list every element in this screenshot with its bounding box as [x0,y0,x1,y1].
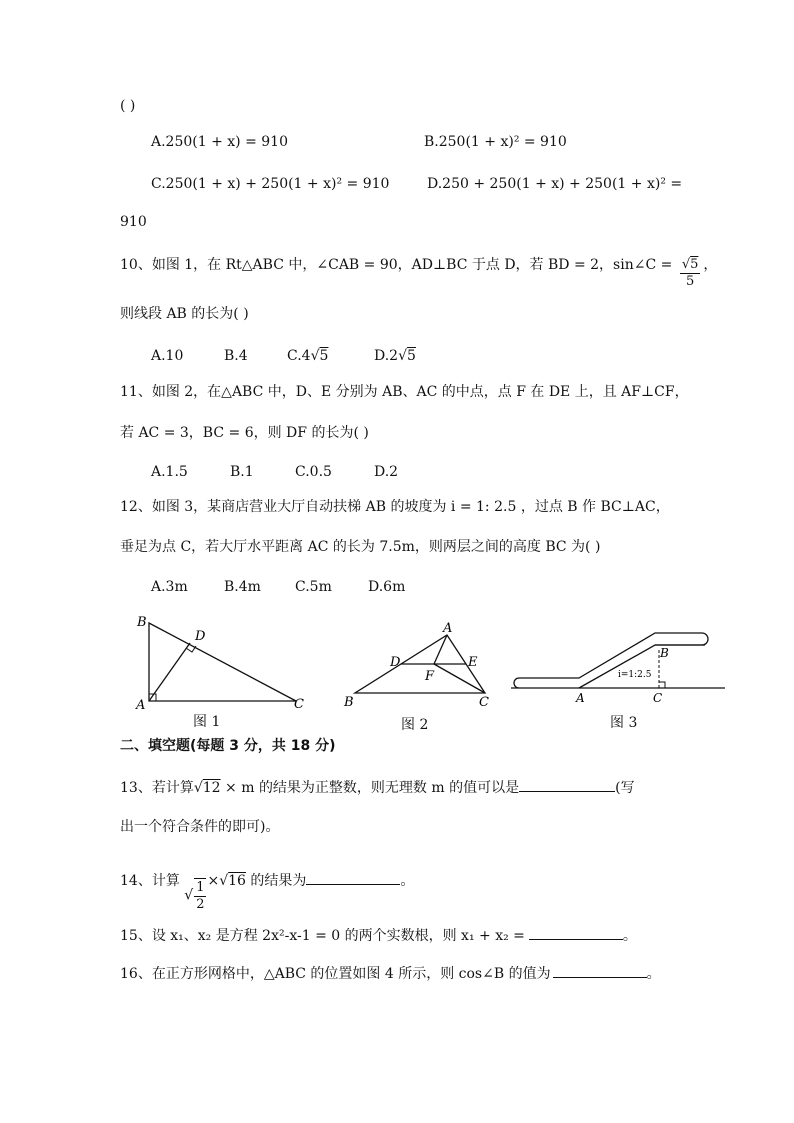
q11-option-c: C.0.5 [295,464,332,480]
q10-fraction-num: √5 [681,257,699,272]
q16-text: 16、在正方形网格中，△ABC 的位置如图 4 所示，则 cos∠B 的值为 [120,966,551,982]
q13-rad12: 12 [202,780,221,796]
q14-frac-num: 1 [196,879,205,895]
q11-option-a: A.1.5 [151,464,188,480]
fig3-right-angle-c [659,682,665,688]
q16-line [120,963,661,983]
fig1-label-d: D [195,629,206,644]
q11-option-b: B.1 [230,464,254,480]
q10-stem-end: ， [703,257,718,273]
q11-line2: 若 AC = 3，BC = 6，则 DF 的长为( ) [120,425,369,441]
fig2-label-b: B [344,695,354,710]
q10-fraction-den: 5 [685,274,695,289]
q12-option-b: B.4m [224,579,261,595]
q10-stem [120,256,717,290]
q14-sqrt-fraction: √ $\frac{1}{2}$ [184,879,205,912]
q12-option-d: D.6m [368,579,406,595]
q13-post: (写 [615,780,635,796]
q14-pre: 14、计算 [120,873,180,889]
fig3-caption: 图 3 [610,715,638,731]
q15-answer-blank[interactable] [529,925,623,940]
q12-stem: 12、如图 3，某商店营业大厅自动扶梯 AB 的坡度为 i = 1: 2.5 ，过点 B 作 BC⊥AC， [120,499,670,515]
q12-line2: 垂足为点 C，若大厅水平距离 AC 的长为 7.5m，则两层之间的高度 BC 为( ) [120,539,601,555]
figure-1 [128,610,318,710]
q12-option-a: A.3m [151,579,188,595]
q13-pre: 13、若计算 [120,780,194,796]
q9-option-b: B.250(1 + x)² = 910 [424,134,567,150]
fig3-escalator-end [514,678,519,688]
q14-post: 。 [400,873,415,889]
fig2-label-e: E [468,655,478,670]
fig3-slope-label: i=1:2.5 [618,670,652,680]
fig3-label-b: B [660,646,669,660]
fig2-caption: 图 2 [401,717,429,733]
q10-stem-text: 10、如图 1，在 Rt△ABC 中，∠CAB = 90，AD⊥BC 于点 D，若 BD = 2，sin∠C = [120,257,673,273]
q13-line1: 13、若计算√12 × m 的结果为正整数，则无理数 m 的值可以是 (写 [120,777,635,797]
q12-option-c: C.5m [295,579,332,595]
q10-option-c: C.4√5 [287,348,329,364]
fig1-caption: 图 1 [193,714,221,730]
fig3-label-c: C [653,691,663,705]
fig1-altitude [149,643,190,701]
q14-mid: 的结果为 [250,873,307,889]
q10-option-b: B.4 [224,348,248,364]
q10-option-d: D.2√5 [374,348,416,364]
q14-answer-blank[interactable] [306,870,400,885]
q14-line: 14、计算 √ $\frac{1}{2}$ ×√16 的结果为 。 [120,870,414,913]
q9-option-d: D.250 + 250(1 + x) + 250(1 + x)² = [427,176,683,192]
q15-line [120,925,637,945]
q11-option-d: D.2 [374,464,399,480]
q10-line2: 则线段 AB 的长为( ) [120,306,249,322]
q11-stem: 11、如图 2，在△ABC 中，D、E 分别为 AB、AC 的中点，点 F 在 DE 上，且 AF⊥CF， [120,384,689,400]
q9-option-d-cont: 910 [120,214,147,230]
fig2-label-d: D [390,655,401,670]
q14-times: × [207,873,220,889]
q15-post: 。 [622,928,637,944]
figure-2 [338,622,498,712]
fig1-label-a: A [136,698,146,710]
fig3-label-a: A [576,691,585,705]
q13-answer-blank[interactable] [519,777,615,792]
q16-post: 。 [646,966,661,982]
q10-fraction [680,257,701,290]
q14-frac-den: 2 [196,896,205,912]
q16-answer-blank[interactable] [553,963,647,978]
q15-text: 15、设 x₁、x₂ 是方程 2x²-x-1 = 0 的两个实数根，则 x₁ + x₂ = [120,928,525,944]
fig2-label-a: A [443,622,453,636]
fig3-escalator [519,633,708,688]
fig1-label-b: B [137,615,147,630]
q13-line2: 出一个符合条件的即可)。 [120,819,280,835]
section-2-title: 二、填空题(每题 3 分，共 18 分) [120,738,336,754]
q10-option-a: A.10 [151,348,184,364]
q14-rad16: 16 [228,873,246,889]
q13-mid: × m 的结果为正整数，则无理数 m 的值可以是 [225,780,520,796]
fig2-label-f: F [425,669,435,684]
q9-option-c: C.250(1 + x) + 250(1 + x)² = 910 [151,176,390,192]
fig2-label-c: C [479,695,489,710]
figure-3 [505,622,730,708]
q9-option-a: A.250(1 + x) = 910 [151,134,288,150]
fig1-triangle [149,623,296,701]
q9-paren: ( ) [120,98,136,114]
fig1-label-c: C [294,697,304,710]
